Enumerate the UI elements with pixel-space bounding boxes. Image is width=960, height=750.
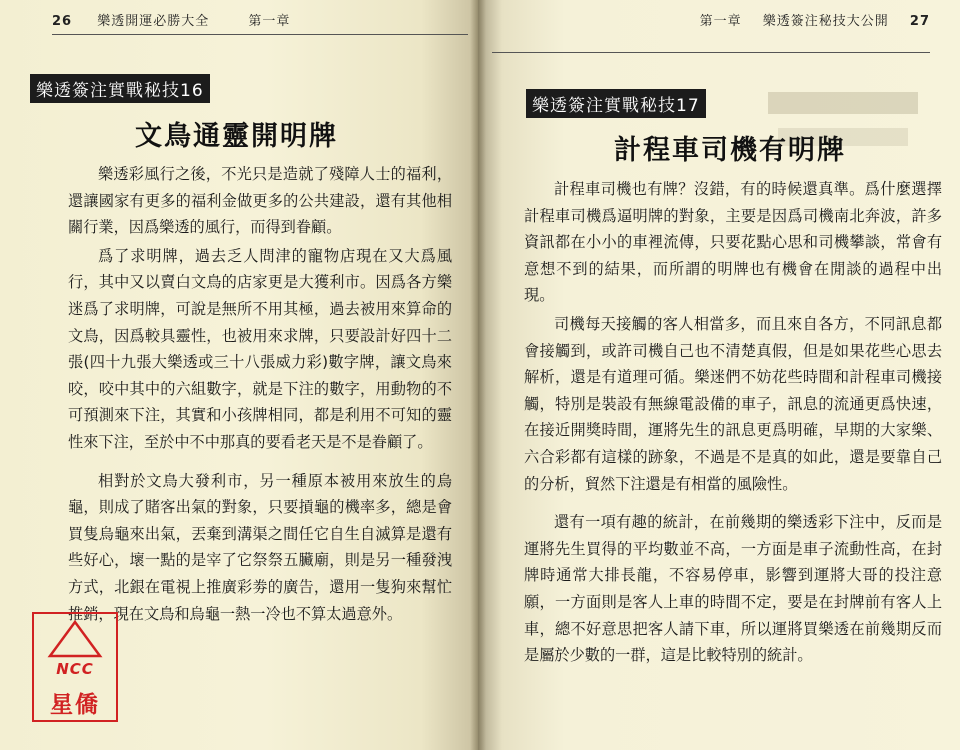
ncc-seal-watermark xyxy=(32,612,118,722)
right-article-title: 計程車司機有明牌 xyxy=(614,135,846,166)
left-running-title: 樂透開運必勝大全 xyxy=(97,14,210,29)
seal-name-text: 星僑 xyxy=(50,692,100,718)
left-body-text xyxy=(68,161,452,629)
right-paragraph-2: 司機每天接觸的客人相當多，而且來自各方，不同訊息都會接觸到，或許司機自己也不清楚真假，但是如果花些心思去解析，還是有道理可循。樂迷們不妨花些時間和計程車司機接觸，特別是裝設有無線電設備的車子，訊息的流通更爲快速，在接近開獎時間，運將先生的訊息更爲明確，早期的大家樂、六合彩都有這樣的跡象，不過是不是真的如此，還是要靠自己的分析，貿然下注還是有相當的風險性。 xyxy=(524,314,942,493)
left-article-title: 文鳥通靈開明牌 xyxy=(135,121,338,152)
right-running-head xyxy=(700,10,930,29)
right-page xyxy=(478,0,960,750)
left-paragraph-3: 相對於文鳥大發利市，另一種原本被用來放生的烏龜，則成了賭客出氣的對象，只要摃龜的機率多，總是會買隻烏龜來出氣，丟棄到溝渠之間任它自生自滅算是還有些好心，壞一點的是宰了它祭祭五臟廟，則是另一種發洩方式，北銀在電視上推廣彩劵的廣告，還用一隻狗來幫忙推銷，現在文鳥和烏龜一熱一冷也不算太過意外。 xyxy=(68,471,452,623)
right-running-title: 樂透簽注秘技大公開 xyxy=(762,14,889,29)
right-paragraph-1: 計程車司機也有牌？沒錯，有的時候還真準。爲什麼選擇計程車司機爲逼明牌的對象，主要是因爲司機南北奔波，許多資訊都在小小的車裡流傳，只要花點心思和司機攀談，常會有意想不到的結果，而所謂的明牌也有機會在閒談的過程中出現。 xyxy=(524,180,942,305)
left-paragraph-1: 樂透彩風行之後，不光只是造就了殘障人士的福利，還讓國家有更多的福利金做更多的公共建設，還有其他相關行業，因爲樂透的風行，而得到眷顧。 xyxy=(68,165,452,237)
left-paragraph-2: 爲了求明牌，過去乏人問津的寵物店現在又大爲風行，其中又以賣白文鳥的店家更是大獲利市。因爲各方樂迷爲了求明牌，可說是無所不用其極，過去被用來算命的文鳥，因爲較具靈性，也被用來求牌，只要設計好四十二張(四十九張大樂透或三十八張威力彩)數字牌，讓文鳥來咬，咬中其中的六組數字，就是下注的數字，用動物的不可預測來下注，其實和小孩牌相同，都是利用不可知的靈性來下注，至於中不中那真的要看老天是不是眷顧了。 xyxy=(68,246,452,451)
left-running-tail: 第一章 xyxy=(248,14,291,29)
right-paragraph-3: 還有一項有趣的統計，在前幾期的樂透彩下注中，反而是運將先生買得的平均數並不高，一方面是車子流動性高，在封牌時通常大排長龍，不容易停車，影響到運將大哥的投注意願，一方面則是客人上車的時間不定，要是在封牌前有客人上車，總不好意思把客人請下車，所以運將買樂透在前幾期反而是屬於少數的一群，這是比較特別的統計。 xyxy=(524,513,942,665)
left-page-number: 26 xyxy=(52,14,73,29)
show-through-shadow xyxy=(768,92,918,114)
left-page xyxy=(0,0,478,750)
right-page-number: 27 xyxy=(909,14,930,29)
right-section-label: 樂透簽注實戰秘技17 xyxy=(526,89,706,118)
right-header-rule xyxy=(492,52,930,53)
book-spine-shadow xyxy=(470,0,486,750)
left-header-rule xyxy=(52,34,468,35)
right-chapter: 第一章 xyxy=(699,14,742,29)
left-section-label: 樂透簽注實戰秘技16 xyxy=(30,74,210,103)
right-body-text xyxy=(524,176,942,671)
left-running-head xyxy=(52,10,290,29)
seal-latin-text: NCC xyxy=(56,660,94,678)
